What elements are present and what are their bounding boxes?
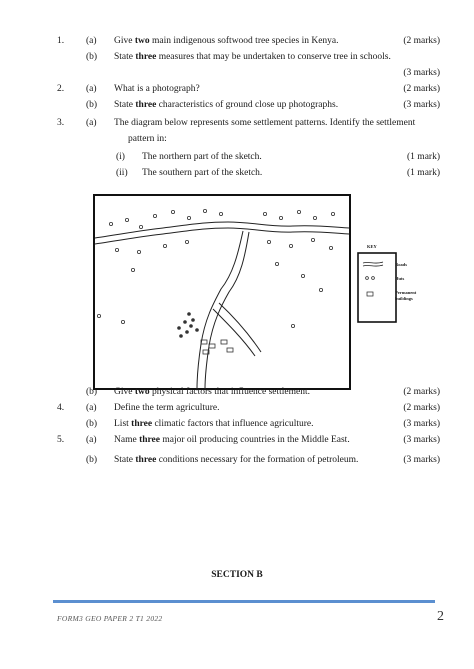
map-key bbox=[357, 245, 397, 323]
question-row bbox=[0, 386, 474, 398]
key-label-huts: Huts bbox=[395, 276, 405, 281]
question-marks: (2 marks) bbox=[403, 387, 440, 397]
question-text-post: main indigenous softwood tree species in Kenya. bbox=[149, 36, 339, 46]
section-title: SECTION B bbox=[211, 570, 263, 580]
question-row bbox=[0, 83, 474, 95]
question-text-bold: three bbox=[139, 435, 160, 445]
question-text-post: conditions necessary for the formation of petroleum. bbox=[156, 455, 359, 465]
page-number: 2 bbox=[437, 609, 444, 624]
question-text-pre: State bbox=[114, 100, 136, 110]
question-row bbox=[0, 151, 474, 163]
question-part: (b) bbox=[86, 419, 98, 429]
key-title: KEY bbox=[367, 244, 377, 249]
question-marks: (2 marks) bbox=[403, 84, 440, 94]
question-text bbox=[114, 117, 415, 129]
question-text-pre: Give bbox=[114, 36, 135, 46]
question-text-bold: three bbox=[135, 52, 157, 62]
question-text-pre: List bbox=[114, 419, 132, 429]
question-text bbox=[114, 386, 310, 398]
question-row bbox=[0, 418, 474, 430]
question-text-bold: three bbox=[135, 455, 157, 465]
question-text-pre: State bbox=[114, 455, 136, 465]
question-number: 4. bbox=[57, 403, 65, 413]
question-part: (a) bbox=[86, 403, 97, 413]
key-label-permanent bbox=[395, 290, 416, 302]
question-text-pre: Name bbox=[114, 435, 140, 445]
question-text-pre: The northern part of the sketch. bbox=[142, 152, 262, 162]
question-text-post: climatic factors that influence agriculture. bbox=[152, 419, 314, 429]
question-text-post: characteristics of ground close up photographs. bbox=[156, 100, 339, 110]
question-text-bold: three bbox=[135, 100, 157, 110]
question-text-pre: pattern in: bbox=[128, 134, 167, 144]
question-part: (ii) bbox=[116, 168, 128, 178]
settlement-sketch-map bbox=[93, 194, 351, 390]
question-text bbox=[114, 35, 339, 47]
question-text-pre: What is a photograph? bbox=[114, 84, 200, 94]
question-row bbox=[0, 402, 474, 414]
question-part: (a) bbox=[86, 84, 97, 94]
question-number: 3. bbox=[57, 118, 65, 128]
question-text bbox=[128, 133, 167, 145]
question-text bbox=[114, 454, 358, 466]
question-text-post: measures that may be undertaken to conserve tree in schools. bbox=[156, 52, 391, 62]
question-text-pre: Give bbox=[114, 387, 135, 397]
question-marks: (1 mark) bbox=[407, 152, 440, 162]
question-marks: (1 mark) bbox=[407, 168, 440, 178]
question-part: (b) bbox=[86, 52, 98, 62]
question-text-post: major oil producing countries in the Middle East. bbox=[160, 435, 350, 445]
question-marks: (3 marks) bbox=[403, 68, 440, 78]
question-part: (b) bbox=[86, 100, 98, 110]
question-text-pre: The southern part of the sketch. bbox=[142, 168, 263, 178]
question-row bbox=[0, 99, 474, 111]
key-label-permanent-line1: Permanent bbox=[395, 290, 417, 295]
question-part: (a) bbox=[86, 36, 97, 46]
question-text-post: physical factors that influence settlement. bbox=[149, 387, 311, 397]
question-row bbox=[0, 67, 474, 79]
question-number: 5. bbox=[57, 435, 65, 445]
key-label-roads: Roads bbox=[395, 262, 408, 267]
question-marks: (3 marks) bbox=[403, 435, 440, 445]
footer-bar bbox=[53, 600, 435, 603]
question-marks: (2 marks) bbox=[403, 403, 440, 413]
question-part: (i) bbox=[116, 152, 125, 162]
question-row bbox=[0, 51, 474, 63]
question-row bbox=[0, 454, 474, 466]
question-text bbox=[114, 402, 220, 414]
question-part: (a) bbox=[86, 435, 97, 445]
question-text-bold: two bbox=[134, 387, 150, 397]
question-row bbox=[0, 117, 474, 129]
question-text-pre: The diagram below represents some settlement patterns. Identify the settlement bbox=[114, 118, 416, 128]
question-text bbox=[114, 418, 314, 430]
question-row bbox=[0, 167, 474, 179]
key-label-permanent-line2: buildings bbox=[395, 296, 413, 301]
question-text bbox=[114, 99, 338, 111]
question-marks: (2 marks) bbox=[403, 36, 440, 46]
question-marks: (3 marks) bbox=[403, 100, 440, 110]
footer-text: FORM3 GEO PAPER 2 T1 2022 bbox=[57, 614, 163, 623]
question-text bbox=[114, 83, 200, 95]
question-row bbox=[0, 434, 474, 446]
question-row bbox=[0, 35, 474, 47]
question-text-bold: two bbox=[134, 36, 150, 46]
question-text bbox=[114, 434, 350, 446]
question-part: (b) bbox=[86, 387, 98, 397]
question-text bbox=[114, 51, 391, 63]
question-text bbox=[142, 151, 262, 163]
question-text bbox=[142, 167, 262, 179]
question-text-pre: Define the term agriculture. bbox=[114, 403, 220, 413]
question-marks: (3 marks) bbox=[403, 455, 440, 465]
question-part: (b) bbox=[86, 455, 98, 465]
question-number: 1. bbox=[57, 36, 65, 46]
question-row bbox=[0, 133, 474, 145]
question-number: 2. bbox=[57, 84, 65, 94]
question-marks: (3 marks) bbox=[403, 419, 440, 429]
question-text-bold: three bbox=[131, 419, 153, 429]
question-part: (a) bbox=[86, 118, 97, 128]
question-text-pre: State bbox=[114, 52, 136, 62]
